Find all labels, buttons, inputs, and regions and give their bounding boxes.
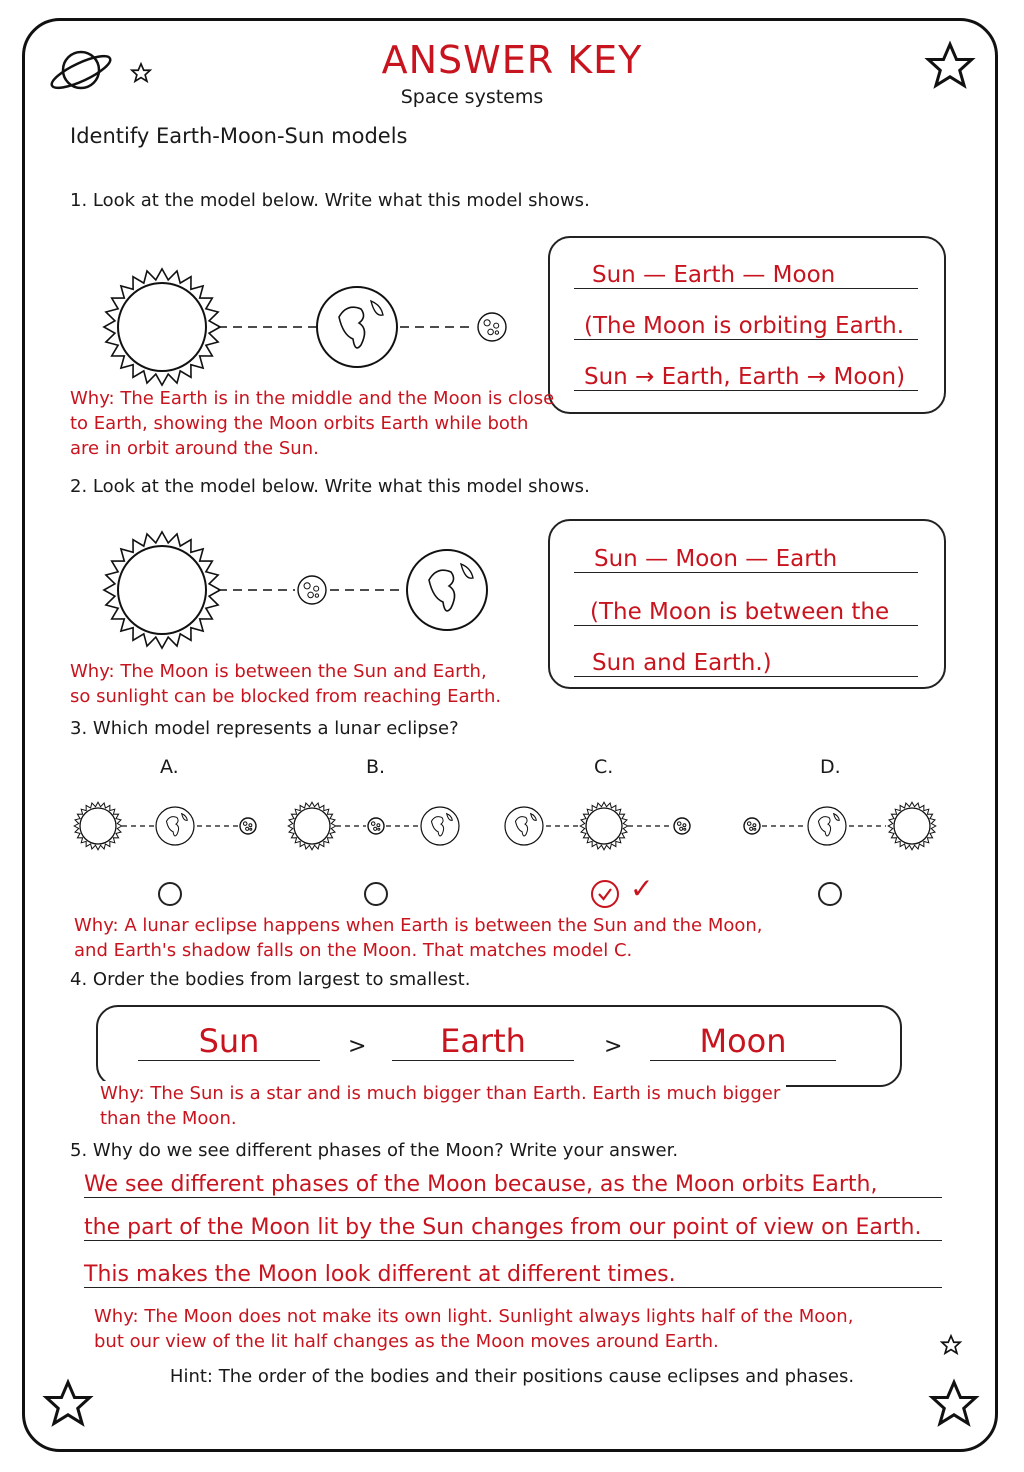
sun-icon	[104, 269, 220, 385]
q4-why: Why: The Sun is a star and is much bigger than Earth. Earth is much bigger than the Moon.	[100, 1081, 786, 1131]
q5-answer-line-2: the part of the Moon lit by the Sun changes from our point of view on Earth.	[84, 1215, 942, 1241]
earth-icon	[156, 807, 194, 845]
q1-why: Why: The Earth is in the middle and the Moon is close to Earth, showing the Moon orbits Earth while both are in orbit around the Sun.	[70, 388, 555, 459]
option-b-label: B.	[366, 756, 386, 778]
checkmark-icon	[596, 885, 614, 903]
question-1: 1. Look at the model below. Write what this model shows.	[70, 190, 590, 211]
moon-icon	[368, 818, 384, 834]
q5-why: Why: The Moon does not make its own light. Sunlight always lights half of the Moon, but our view of the lit half changes as the Moon moves around Earth.	[94, 1306, 854, 1352]
q2-answer-line-1: Sun — Moon — Earth	[574, 546, 918, 573]
q2-answer-line-2: (The Moon is between the	[574, 599, 918, 626]
q2-answer-line-3: Sun and Earth.)	[574, 650, 918, 677]
hint-text: Hint: The order of the bodies and their positions cause eclipses and phases.	[169, 1366, 855, 1387]
moon-icon	[674, 818, 690, 834]
moon-icon	[298, 576, 326, 604]
order-separator-1: >	[348, 1034, 367, 1059]
question-4: 4. Order the bodies from largest to smallest.	[70, 969, 471, 990]
sun-icon	[104, 532, 220, 648]
option-c-label: C.	[594, 756, 614, 778]
order-middle: Earth	[392, 1022, 574, 1061]
earth-icon	[505, 807, 543, 845]
sun-icon	[888, 802, 936, 850]
option-d-radio[interactable]	[818, 882, 842, 906]
option-a-radio[interactable]	[158, 882, 182, 906]
q1-model	[90, 255, 520, 400]
option-b-radio[interactable]	[364, 882, 388, 906]
star-icon	[940, 1334, 962, 1356]
earth-icon	[317, 287, 397, 367]
sun-icon	[580, 802, 628, 850]
page-title: ANSWER KEY	[381, 38, 643, 82]
q1-answer-line-1: Sun — Earth — Moon	[574, 262, 918, 289]
option-c-radio[interactable]	[591, 880, 619, 908]
order-smallest: Moon	[650, 1022, 836, 1061]
moon-icon	[240, 818, 256, 834]
question-5: 5. Why do we see different phases of the Moon? Write your answer.	[70, 1140, 679, 1161]
q2-model	[90, 520, 520, 665]
moon-icon	[478, 313, 506, 341]
option-a-label: A.	[160, 756, 179, 778]
q1-answer-line-2: (The Moon is orbiting Earth.	[574, 313, 918, 340]
q3-why: Why: A lunar eclipse happens when Earth is between the Sun and the Moon, and Earth's shadow falls on the Moon. That matches model C.	[74, 915, 763, 961]
order-separator-2: >	[604, 1034, 623, 1059]
earth-icon	[421, 807, 459, 845]
option-d-label: D.	[820, 756, 841, 778]
earth-icon	[407, 550, 487, 630]
checkmark-icon: ✓	[630, 872, 654, 905]
q5-answer-line-3: This makes the Moon look different at different times.	[84, 1262, 942, 1288]
order-largest: Sun	[138, 1022, 320, 1061]
page-subtitle: Space systems	[400, 86, 544, 108]
q3-models	[60, 790, 960, 860]
q1-answer-line-3: Sun → Earth, Earth → Moon)	[574, 364, 918, 391]
q5-answer-line-1: We see different phases of the Moon because, as the Moon orbits Earth,	[84, 1172, 942, 1198]
section-heading: Identify Earth-Moon-Sun models	[70, 124, 408, 148]
question-2: 2. Look at the model below. Write what this model shows.	[70, 476, 590, 497]
sun-icon	[288, 802, 336, 850]
q2-why: Why: The Moon is between the Sun and Earth, so sunlight can be blocked from reaching Earth.	[70, 661, 502, 707]
moon-icon	[744, 818, 760, 834]
sun-icon	[74, 802, 122, 850]
question-3: 3. Which model represents a lunar eclipse?	[70, 718, 459, 739]
earth-icon	[808, 807, 846, 845]
